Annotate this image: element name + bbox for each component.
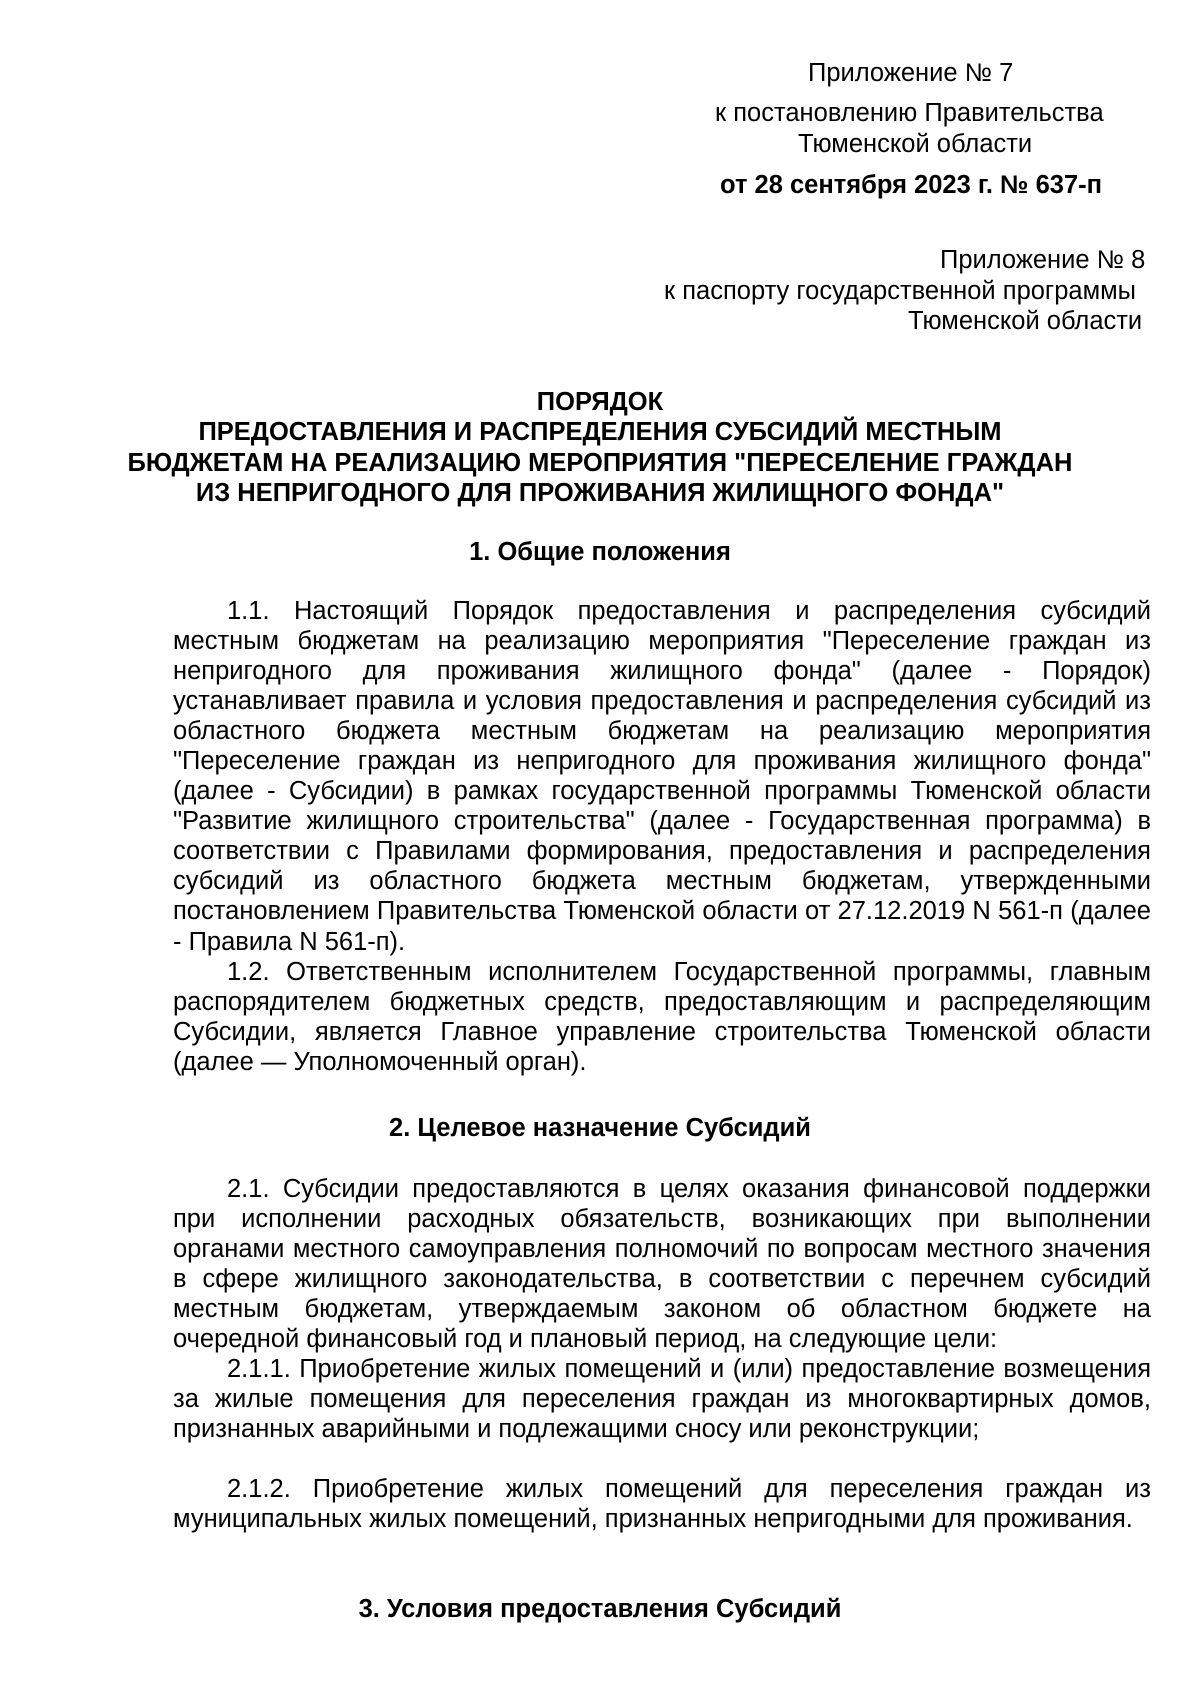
paragraph-2-1-2: 2.1.2. Приобретение жилых помещений для переселения граждан из муниципальных жилых помещений, признанных непригодными для проживания. [173, 1475, 1151, 1534]
section-2-heading: 2. Целевое назначение Субсидий [389, 1114, 811, 1142]
document-title-line-4: ИЗ НЕПРИГОДНОГО ДЛЯ ПРОЖИВАНИЯ ЖИЛИЩНОГО ФОНДА" [195, 479, 1005, 507]
appendix7-region: Тюменской области [798, 130, 1033, 158]
section-3-heading: 3. Условия предоставления Субсидий [358, 1595, 842, 1623]
paragraph-2-1-1: 2.1.1. Приобретение жилых помещений и (или) предоставление возмещения за жилые помещения для переселения граждан из многоквартирных домов, признанных аварийными и подлежащими сносу или реконструкции; [173, 1355, 1151, 1444]
document-title-line-3: БЮДЖЕТАМ НА РЕАЛИЗАЦИЮ МЕРОПРИЯТИЯ "ПЕРЕСЕЛЕНИЕ ГРАЖДАН [127, 449, 1073, 477]
paragraph-1-1: 1.1. Настоящий Порядок предоставления и распределения субсидий местным бюджетам на реализацию мероприятия "Переселение граждан из непригодного для проживания жилищного фонда" (далее - Порядок) устанавливает правила и условия предоставления и распределения субсидий из областного бюджета местным бюджетам на реализацию мероприятия "Переселение граждан из непригодного для проживания жилищного фонда" (далее - Субсидии) в рамках государственной программы Тюменской области "Развитие жилищного строительства" (далее - Государственная программа) в соответствии с Правилами формирования, предоставления и распределения субсидий из областного бюджета местным бюджетам, утвержденными постановлением Правительства Тюменской области от 27.12.2019 N 561-п (далее - Правила N 561-п). [173, 597, 1151, 956]
document-title-line-1: ПОРЯДОК [536, 388, 664, 416]
appendix8-region: Тюменской области [908, 307, 1143, 335]
section-1-heading: 1. Общие положения [469, 538, 731, 566]
appendix7-label: Приложение № 7 [808, 59, 1014, 87]
appendix7-decree: к постановлению Правительства [715, 99, 1104, 127]
appendix8-label: Приложение № 8 [940, 246, 1146, 274]
appendix8-passport: к паспорту государственной программы [664, 277, 1136, 305]
paragraph-1-2: 1.2. Ответственным исполнителем Государственной программы, главным распорядителем бюджетных средств, предоставляющим и распределяющим Субсидии, является Главное управление строительства Тюменской области (далее — Уполномоченный орган). [173, 958, 1151, 1077]
paragraph-2-1: 2.1. Субсидии предоставляются в целях оказания финансовой поддержки при исполнении расходных обязательств, возникающих при выполнении органами местного самоуправления полномочий по вопросам местного значения в сфере жилищного законодательства, в соответствии с перечнем субсидий местным бюджетам, утверждаемым законом об областном бюджете на очередной финансовый год и плановый период, на следующие цели: [173, 1175, 1151, 1354]
appendix7-date-number: от 28 сентября 2023 г. № 637-п [720, 171, 1103, 199]
document-title-line-2: ПРЕДОСТАВЛЕНИЯ И РАСПРЕДЕЛЕНИЯ СУБСИДИЙ МЕСТНЫМ [198, 418, 1002, 446]
